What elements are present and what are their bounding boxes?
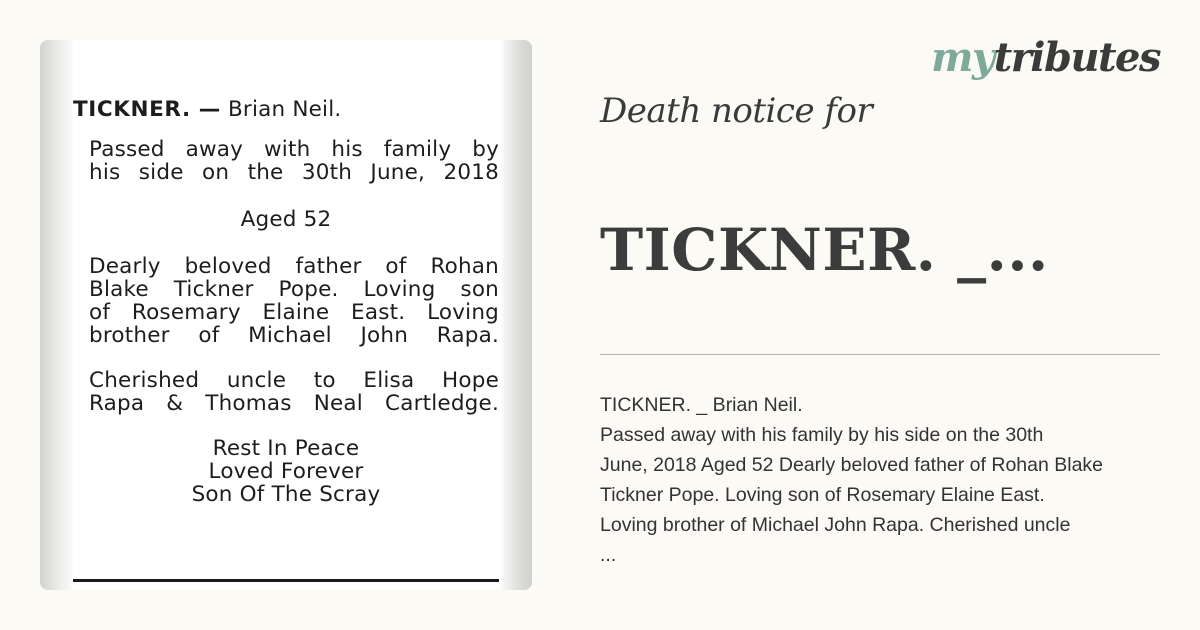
notice-text	[73, 98, 499, 506]
notice-passed	[89, 138, 499, 184]
notice-line: Son Of The Scray	[191, 482, 381, 507]
newspaper-clipping	[73, 40, 499, 590]
excerpt-line: TICKNER. _ Brian Neil.	[600, 394, 803, 416]
notice-line: Loved Forever	[208, 459, 364, 484]
page-title: TICKNER. _...	[600, 216, 1049, 284]
notice-heading-name: Brian Neil.	[227, 97, 342, 122]
notice-line: Rest In Peace	[212, 436, 360, 461]
notice-aged: Aged 52	[240, 207, 332, 232]
excerpt-line: Passed away with his family by his side on the 30th	[600, 424, 1044, 446]
notice-line: Cherished uncle to Elisa Hope	[89, 368, 499, 393]
notice-heading-surname: TICKNER. —	[73, 97, 221, 122]
excerpt-line: Loving brother of Michael John Rapa. Cherished uncle	[600, 514, 1071, 536]
notice-heading	[73, 98, 499, 121]
divider	[600, 354, 1160, 355]
brand-logo[interactable]	[931, 34, 1160, 82]
notice-excerpt	[600, 390, 1166, 570]
notice-family	[89, 255, 499, 347]
notice-line: Passed away with his family by	[89, 137, 499, 162]
notice-image	[40, 40, 532, 590]
notice-line: his side on the 30th June, 2018	[89, 160, 499, 185]
notice-line: brother of Michael John Rapa.	[89, 323, 499, 348]
notice-line: Rapa & Thomas Neal Cartledge.	[89, 391, 499, 416]
brand-logo-my: my	[931, 34, 994, 81]
excerpt-line: June, 2018 Aged 52 Dearly beloved father of Rohan Blake	[600, 454, 1104, 476]
notice-line: Dearly beloved father of Rohan	[89, 254, 499, 279]
brand-logo-tributes: tributes	[993, 34, 1160, 81]
notice-line: of Rosemary Elaine East. Loving	[89, 300, 499, 325]
notice-uncle	[89, 369, 499, 415]
excerpt-line: Tickner Pope. Loving son of Rosemary Elaine East.	[600, 484, 1045, 506]
notice-closing	[73, 437, 499, 506]
excerpt-line: ...	[600, 544, 617, 566]
notice-bottom-rule	[73, 579, 499, 582]
page-subtitle: Death notice for	[600, 91, 873, 131]
notice-line: Blake Tickner Pope. Loving son	[89, 277, 499, 302]
